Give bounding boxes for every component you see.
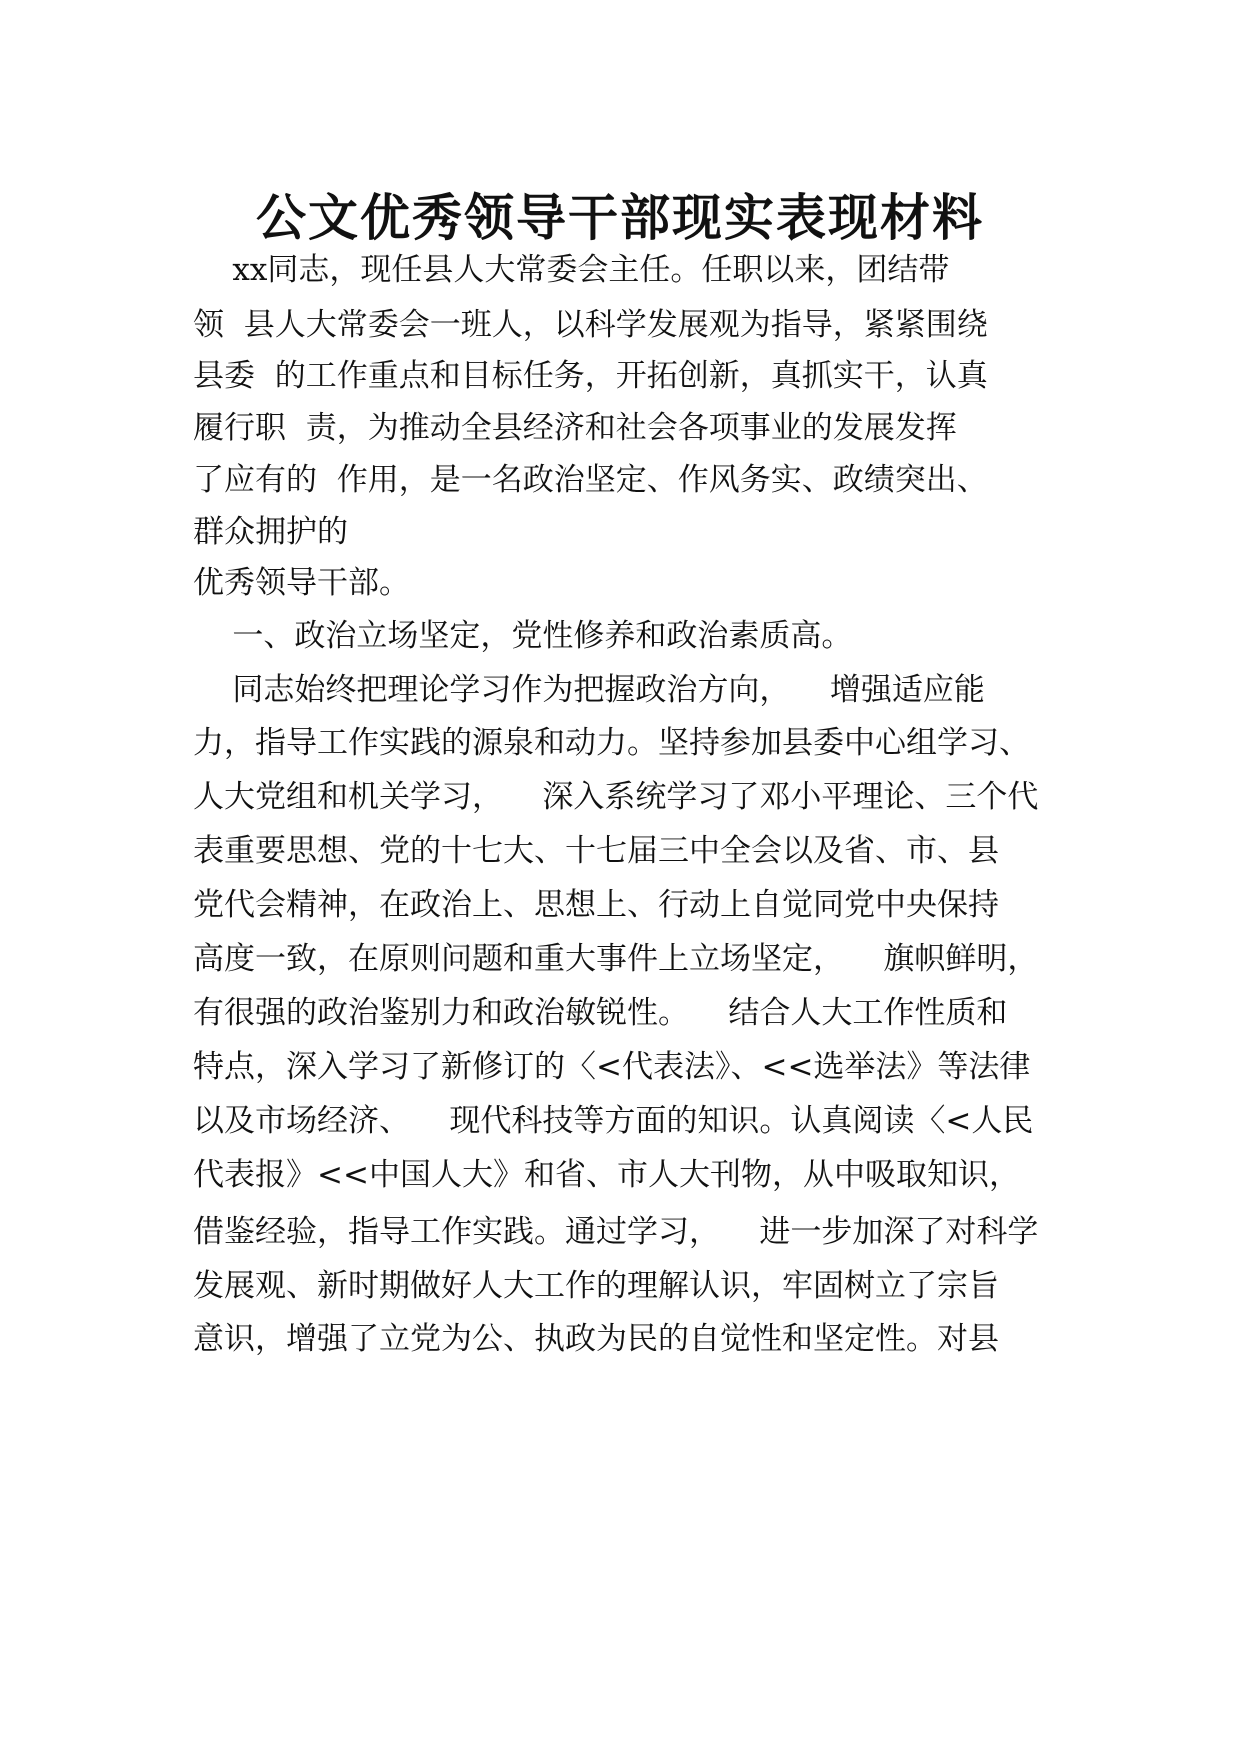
body-line: 力，指导工作实践的源泉和动力。坚持参加县委中心组学习、 [193,725,1030,761]
document-title: 公文优秀领导干部现实表现材料 [256,189,984,247]
intro-line: 了应有的 作用，是一名政治坚定、作风务实、政绩突出、 [193,462,988,498]
body-line: 党代会精神，在政治上、思想上、行动上自觉同党中央保持 [193,887,999,923]
intro-line: 优秀领导干部。 [193,565,410,601]
intro-line: 县委 的工作重点和目标任务，开拓创新，真抓实干，认真 [193,358,988,394]
intro-line: 群众拥护的 [193,514,348,550]
body-line: 借鉴经验，指导工作实践。通过学习， 进一步加深了对科学 [193,1214,1039,1250]
body-line: 高度一致，在原则问题和重大事件上立场坚定， 旗帜鲜明， [193,941,1039,977]
body-line: 发展观、新时期做好人大工作的理解认识，牢固树立了宗旨 [193,1268,999,1304]
intro-line: 领 县人大常委会一班人，以科学发展观为指导，紧紧围绕 [193,307,988,343]
body-line: 以及市场经济、 现代科技等方面的知识。认真阅读〈<人民 [193,1103,1034,1139]
body-line: 有很强的政治鉴别力和政治敏锐性。 结合人大工作性质和 [193,995,1008,1031]
body-line: 代表报》<<中国人大》和省、市人大刊物，从中吸取知识， [193,1157,1020,1193]
body-line: 表重要思想、党的十七大、十七届三中全会以及省、市、县 [193,833,999,869]
body-line: 人大党组和机关学习， 深入系统学习了邓小平理论、三个代 [193,779,1039,815]
body-line: 同志始终把理论学习作为把握政治方向， 增强适应能 [193,672,985,708]
intro-line: 履行职 责，为推动全县经济和社会各项事业的发展发挥 [193,410,957,446]
body-line: 特点，深入学习了新修订的〈<代表法》、<<选举法》等法律 [193,1049,1031,1085]
body-line: 意识，增强了立党为公、执政为民的自觉性和坚定性。对县 [193,1321,999,1357]
intro-line: xx同志，现任县人大常委会主任。任职以来，团结带 [193,252,950,288]
section-heading: 一、政治立场坚定，党性修养和政治素质高。 [193,618,853,654]
